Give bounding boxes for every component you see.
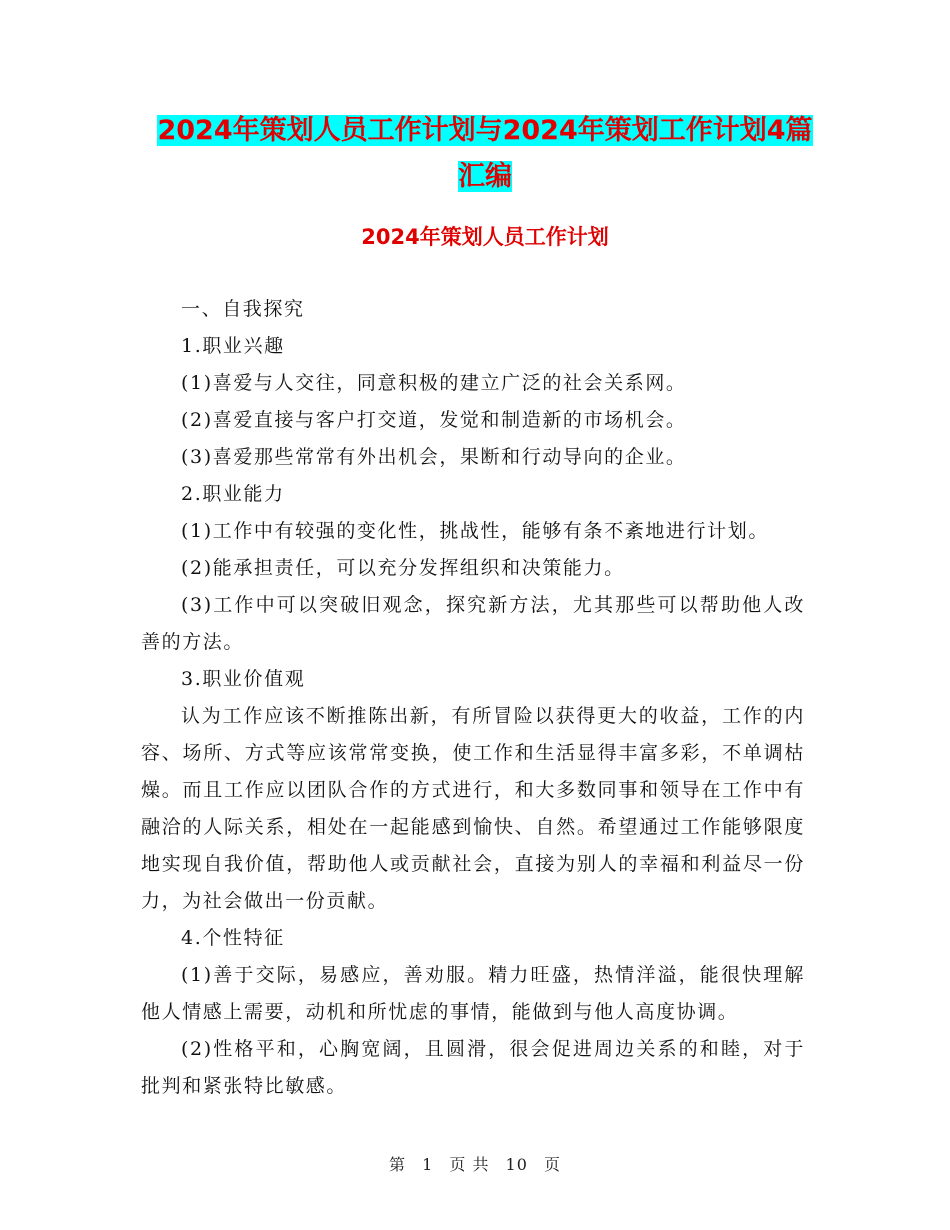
paragraph-body: 认为工作应该不断推陈出新，有所冒险以获得更大的收益，工作的内容、场所、方式等应该常常变换，使工作和生活显得丰富多彩，不单调枯燥。而且工作应以团队合作的方式进行，和大多数同事和领导在工作中有融洽的人际关系，相处在一起能感到愉快、自然。希望通过工作能够限度地实现自我价值，帮助他人或贡献社会，直接为别人的幸福和利益尽一份力，为社会做出一份贡献。 — [141, 705, 805, 912]
page-footer — [0, 1153, 950, 1177]
paragraph-item: (3)喜爱那些常常有外出机会，果断和行动导向的企业。 — [181, 446, 687, 468]
document-title — [140, 108, 830, 200]
paragraph-item: (2)喜爱直接与客户打交道，发觉和制造新的市场机会。 — [181, 409, 687, 431]
paragraph-item: (1)工作中有较强的变化性，挑战性，能够有条不紊地进行计划。 — [181, 520, 769, 542]
paragraph-item: (2)性格平和，心胸宽阔，且圆滑，很会促进周边关系的和睦，对于批判和紧张特比敏感。 — [141, 1038, 805, 1097]
paragraph-item: (3)工作中可以突破旧观念，探究新方法，尤其那些可以帮助他人改善的方法。 — [141, 594, 805, 653]
paragraph-heading-career-ability: 2.职业能力 — [181, 483, 285, 505]
section-title: 2024年策划人员工作计划 — [361, 225, 609, 249]
paragraph-item: (2)能承担责任，可以充分发挥组织和决策能力。 — [181, 557, 625, 579]
footer-current-page: 1 — [422, 1155, 434, 1174]
paragraph-item: (1)喜爱与人交往，同意积极的建立广泛的社会关系网。 — [181, 372, 687, 394]
document-title-line-1: 2024年策划人员工作计划与2024年策划工作计划4篇 — [157, 115, 813, 146]
footer-middle: 页 共 — [449, 1155, 490, 1174]
document-title-line-2: 汇编 — [458, 161, 512, 192]
footer-suffix: 页 — [544, 1155, 562, 1174]
document-body — [141, 291, 805, 1105]
paragraph-item: (1)善于交际，易感应，善劝服。精力旺盛，热情洋溢，能很快理解他人情感上需要，动机和所忧虑的事情，能做到与他人高度协调。 — [141, 964, 805, 1023]
paragraph-heading-career-interest: 1.职业兴趣 — [181, 335, 285, 357]
paragraph-heading-self-exploration: 一、自我探究 — [181, 298, 305, 320]
footer-total-pages: 10 — [505, 1155, 528, 1174]
paragraph-heading-career-values: 3.职业价值观 — [181, 668, 306, 690]
footer-prefix: 第 — [388, 1155, 406, 1174]
paragraph-heading-personality: 4.个性特征 — [181, 927, 285, 949]
